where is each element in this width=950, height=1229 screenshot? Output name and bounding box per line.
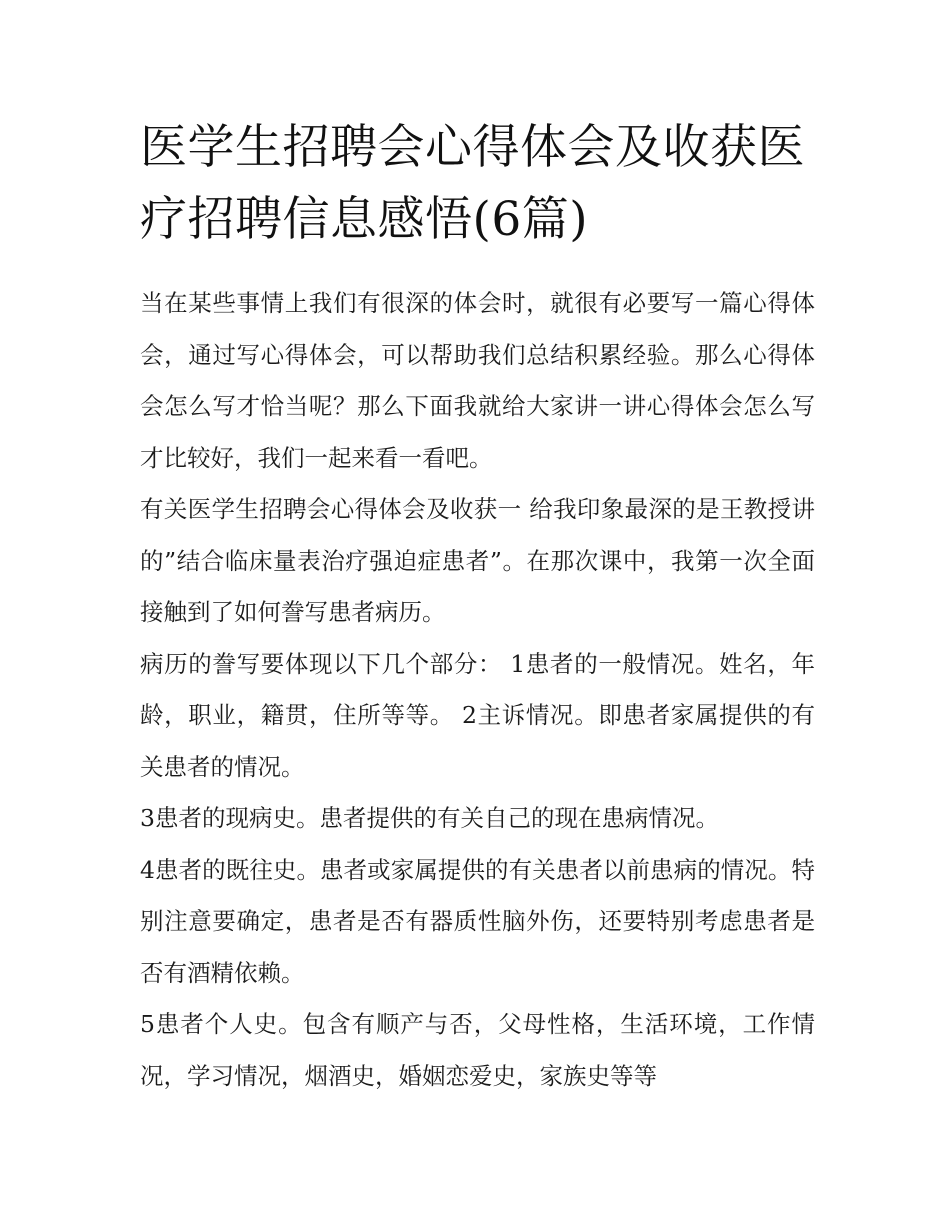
paragraph-item-3: 3患者的现病史。患者提供的有关自己的现在患病情况。 [140,804,719,832]
paragraph-item-4: 4患者的既往史。患者或家属提供的有关患者以前患病的情况。特别注意要确定，患者是否有器质性脑外伤，还要特别考虑患者是否有酒精依赖。 [140,855,815,987]
paragraph-section-one: 有关医学生招聘会心得体会及收获一 给我印象最深的是王教授讲的”结合临床量表治疗强迫症患者”。在那次课中，我第一次全面接触到了如何誊写患者病历。 [140,495,815,626]
document-title: 医学生招聘会心得体会及收获医疗招聘信息感悟(6篇) [140,120,805,247]
paragraph-intro: 当在某些事情上我们有很深的体会时，就很有必要写一篇心得体会，通过写心得体会，可以帮助我们总结积累经验。那么心得体会怎么写才恰当呢？那么下面我就给大家讲一讲心得体会怎么写才比较好，我们一起来看一看吧。 [140,289,815,472]
paragraph-record-parts: 病历的誊写要体现以下几个部分： 1患者的一般情况。姓名，年龄，职业，籍贯，住所等等。 2主诉情况。即患者家属提供的有关患者的情况。 [140,649,815,781]
paragraph-item-5: 5患者个人史。包含有顺产与否，父母性格，生活环境，工作情况，学习情况，烟酒史，婚姻恋爱史，家族史等等 [140,1010,815,1090]
document-body [140,112,815,1102]
